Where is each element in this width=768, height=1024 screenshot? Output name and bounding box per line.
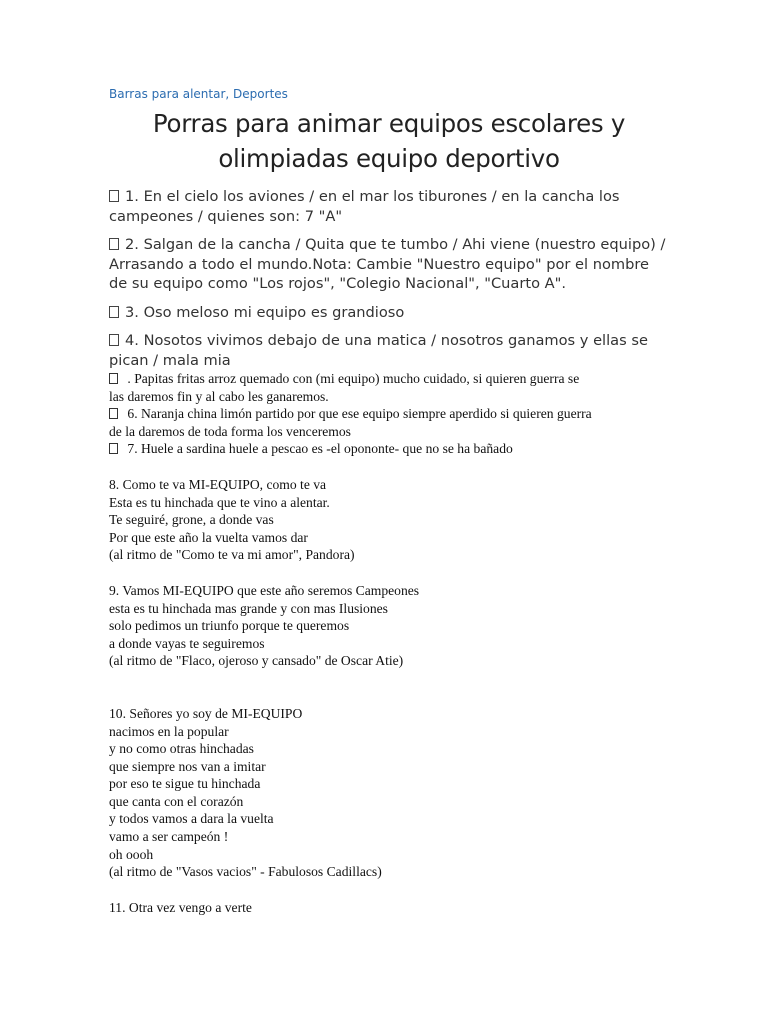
stanza-line: 10. Señores yo soy de MI-EQUIPO [109, 705, 303, 721]
cheer-stanza-10 [109, 705, 669, 881]
stanza-line: esta es tu hinchada mas grande y con mas Ilusiones [109, 600, 388, 616]
cheer-stanza-11 [109, 899, 669, 917]
missing-glyph-icon [109, 408, 118, 419]
stanza-line: (al ritmo de "Como te va mi amor", Pandora) [109, 547, 355, 563]
cheer-text: 6. Naranja china limón partido por que ese equipo siempre aperdido si quieren guerra [124, 406, 592, 422]
missing-glyph-icon [109, 190, 119, 202]
cheer-item-1 [109, 187, 669, 226]
missing-glyph-icon [109, 306, 119, 318]
cheer-text: 4. Nosotos vivimos debajo de una matica / nosotros ganamos y ellas se pican / mala mia [109, 332, 648, 369]
title-line-2: olimpiadas equipo deportivo [218, 144, 560, 173]
stanza-line: por eso te sigue tu hinchada [109, 776, 261, 792]
cheer-text: . Papitas fritas arroz quemado con (mi equipo) mucho cuidado, si quieren guerra se [124, 371, 580, 386]
breadcrumb [109, 86, 669, 103]
stanza-line: Te seguiré, grone, a donde vas [109, 512, 274, 528]
cheer-item-3 [109, 303, 669, 323]
missing-glyph-icon [109, 238, 119, 250]
stanza-line: que canta con el corazón [109, 793, 244, 809]
stanza-line: Por que este año la vuelta vamos dar [109, 529, 308, 545]
stanza-line: oh oooh [109, 846, 154, 862]
cheer-text: 7. Huele a sardina huele a pescao es -el opononte- que no se ha bañado [124, 441, 513, 457]
missing-glyph-icon [109, 443, 118, 454]
cheer-item-2 [109, 235, 669, 294]
stanza-line: 8. Como te va MI-EQUIPO, como te va [109, 476, 327, 492]
cheer-text: 3. Oso meloso mi equipo es grandioso [125, 303, 405, 321]
stanza-line: que siempre nos van a imitar [109, 758, 266, 774]
cheer-list-serif [109, 370, 669, 916]
cheer-item-4 [109, 331, 669, 370]
cheer-stanza-8 [109, 476, 669, 564]
cheer-item-6 [109, 405, 669, 440]
cheer-stanza-9 [109, 582, 669, 670]
page-title [109, 106, 669, 176]
cheer-line [109, 405, 669, 423]
cheer-text: 1. En el cielo los aviones / en el mar los tiburones / en la cancha los campeones / quienes son: 7 "A" [109, 188, 620, 225]
cheer-line [109, 440, 669, 458]
cheer-line: de la daremos de toda forma los venceremos [109, 423, 351, 439]
missing-glyph-icon [109, 334, 119, 346]
title-line-1: Porras para animar equipos escolares y [152, 109, 626, 138]
cheer-item-5 [109, 370, 669, 405]
category-link-barras[interactable]: Barras para alentar [109, 87, 226, 101]
stanza-line: nacimos en la popular [109, 723, 229, 739]
cheer-item-7 [109, 440, 669, 458]
cheer-line: las daremos fin y al cabo les ganaremos. [109, 388, 329, 404]
category-link-deportes[interactable]: Deportes [233, 87, 288, 101]
stanza-line: 9. Vamos MI-EQUIPO que este año seremos Campeones [109, 582, 420, 598]
stanza-line: 11. Otra vez vengo a verte [109, 899, 252, 915]
missing-glyph-icon [109, 373, 118, 384]
stanza-line: y no como otras hinchadas [109, 741, 254, 757]
breadcrumb-separator: , [225, 87, 234, 101]
stanza-line: (al ritmo de "Flaco, ojeroso y cansado" de Oscar Atie) [109, 653, 404, 669]
stanza-line: vamo a ser campeón ! [109, 829, 229, 845]
stanza-line: y todos vamos a dara la vuelta [109, 811, 274, 827]
cheer-text: 2. Salgan de la cancha / Quita que te tumbo / Ahi viene (nuestro equipo) / Arrasando a todo el mundo.Nota: Cambie "Nuestro equipo" por el nombre de su equipo como "Los rojos", "Colegio Nacional", "Cuarto A". [109, 236, 666, 292]
document-page [109, 86, 669, 916]
stanza-line: a donde vayas te seguiremos [109, 635, 265, 651]
stanza-line: (al ritmo de "Vasos vacios" - Fabulosos Cadillacs) [109, 864, 382, 880]
stanza-line: solo pedimos un triunfo porque te queremos [109, 618, 350, 634]
stanza-line: Esta es tu hinchada que te vino a alentar. [109, 494, 330, 510]
cheer-line [109, 370, 669, 388]
